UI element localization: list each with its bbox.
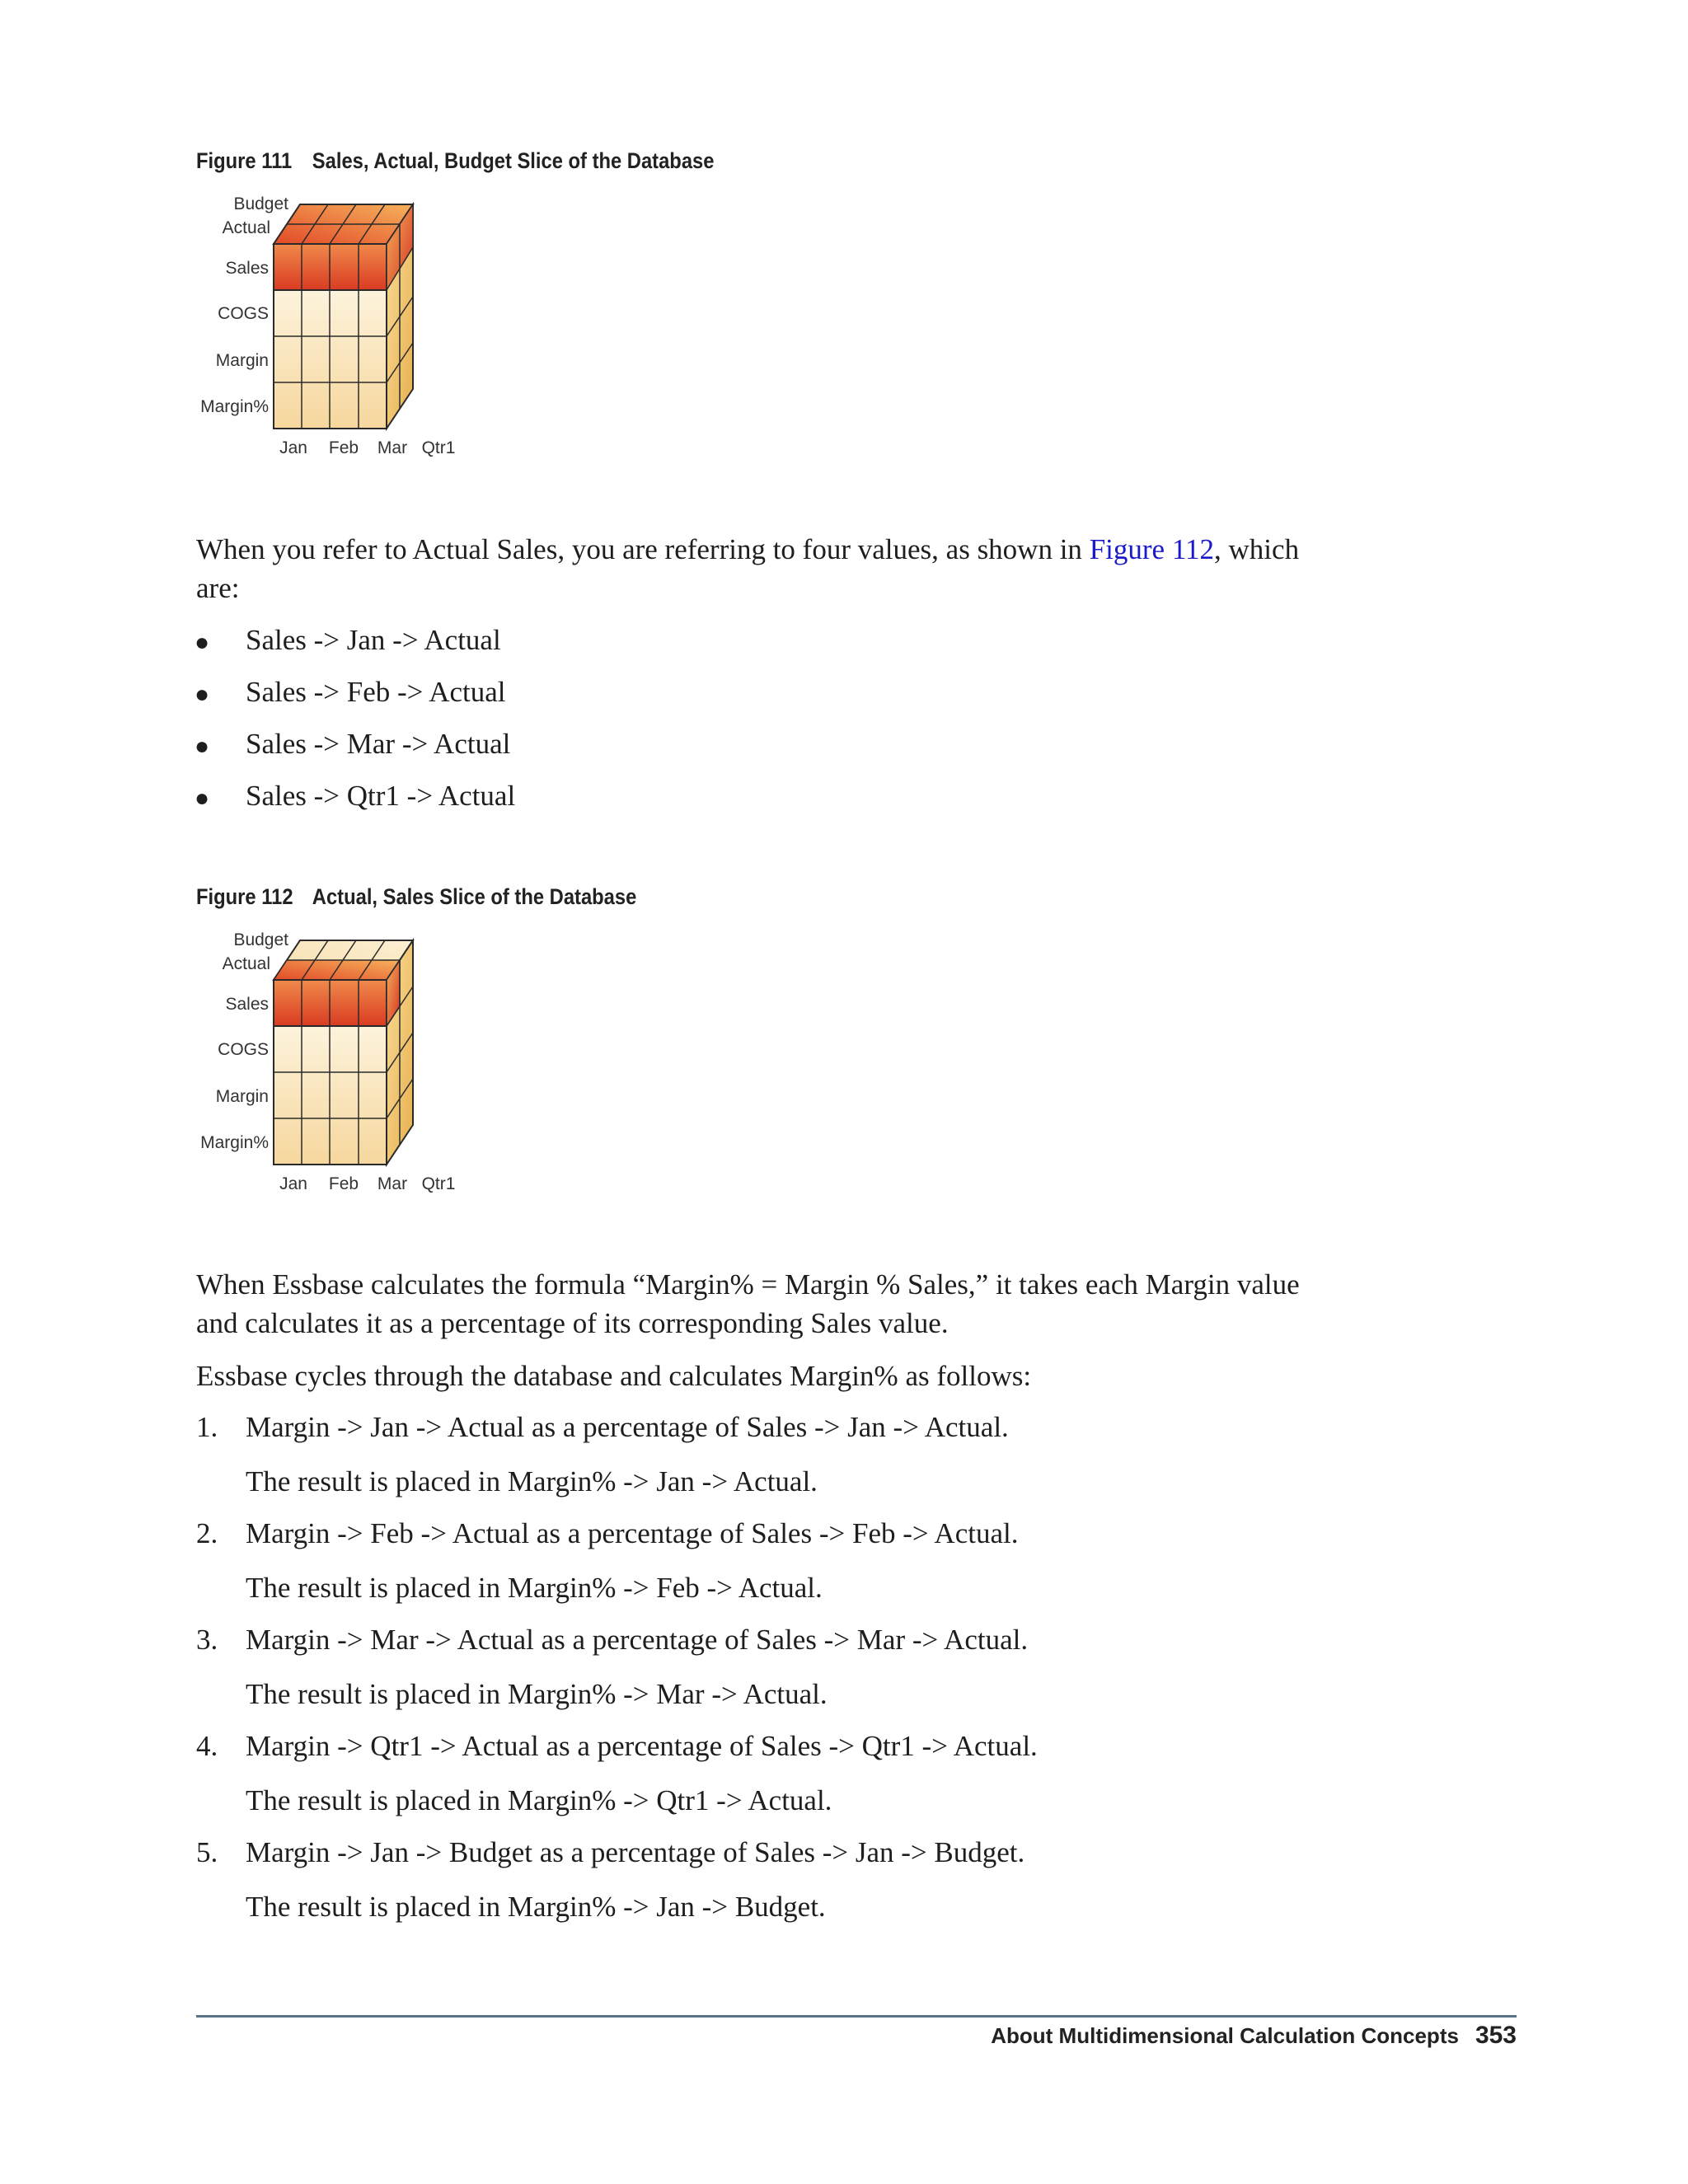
step-number: 1. bbox=[196, 1411, 218, 1443]
figure-caption-111 bbox=[196, 148, 714, 174]
figure-caption-112 bbox=[196, 884, 636, 910]
step-number: 4. bbox=[196, 1730, 218, 1762]
step-result: The result is placed in Margin% -> Jan -> Budget. bbox=[246, 1891, 826, 1923]
row-labels bbox=[200, 259, 269, 416]
layer-label: Budget bbox=[233, 930, 288, 949]
row-labels bbox=[200, 995, 269, 1152]
row-label: Margin% bbox=[200, 397, 269, 416]
column-label: Feb bbox=[328, 1174, 359, 1193]
step-number: 5. bbox=[196, 1836, 218, 1868]
step-text: Margin -> Feb -> Actual as a percentage of Sales -> Feb -> Actual. bbox=[246, 1517, 1019, 1549]
bullet-icon: ● bbox=[195, 785, 210, 812]
bullet-icon: ● bbox=[195, 629, 210, 656]
layer-label: Budget bbox=[233, 194, 288, 213]
page-number: 353 bbox=[1475, 2022, 1517, 2049]
step-result: The result is placed in Margin% -> Feb -> Actual. bbox=[246, 1572, 823, 1604]
column-label: Qtr1 bbox=[421, 1174, 456, 1193]
bullet-item: Sales -> Feb -> Actual bbox=[246, 676, 506, 708]
row-label: Sales bbox=[225, 995, 269, 1014]
row-label: COGS bbox=[218, 1040, 269, 1059]
bullet-item: Sales -> Mar -> Actual bbox=[246, 728, 511, 760]
step-number: 2. bbox=[196, 1517, 218, 1549]
cube-diagram bbox=[195, 194, 524, 466]
cube-diagram bbox=[195, 930, 524, 1202]
column-label: Qtr1 bbox=[421, 438, 456, 457]
layer-label: Actual bbox=[222, 954, 270, 973]
row-label: COGS bbox=[218, 304, 269, 323]
column-label: Jan bbox=[279, 1174, 307, 1193]
figure-112-cube bbox=[195, 930, 524, 1207]
step-result: The result is placed in Margin% -> Jan -> Actual. bbox=[246, 1465, 818, 1497]
step-text: Margin -> Mar -> Actual as a percentage of Sales -> Mar -> Actual. bbox=[246, 1624, 1029, 1656]
step-text: Margin -> Jan -> Actual as a percentage of Sales -> Jan -> Actual. bbox=[246, 1411, 1009, 1443]
footer-rule bbox=[196, 2015, 1517, 2018]
column-label: Mar bbox=[377, 438, 408, 457]
side-face bbox=[387, 204, 413, 429]
intro-text-line2: are: bbox=[196, 572, 240, 604]
front-face bbox=[274, 244, 387, 429]
column-labels bbox=[279, 438, 455, 457]
figure-111-cube bbox=[195, 194, 524, 471]
figure-title: Actual, Sales Slice of the Database bbox=[312, 884, 637, 909]
paragraph-line: When Essbase calculates the formula “Margin% = Margin % Sales,” it takes each Margin value bbox=[196, 1268, 1300, 1301]
layer-label: Actual bbox=[222, 218, 270, 237]
cycle-paragraph: Essbase cycles through the database and calculates Margin% as follows: bbox=[196, 1360, 1032, 1392]
figure-title: Sales, Actual, Budget Slice of the Database bbox=[312, 148, 715, 173]
step-text: Margin -> Qtr1 -> Actual as a percentage of Sales -> Qtr1 -> Actual. bbox=[246, 1730, 1038, 1762]
row-label: Margin bbox=[215, 351, 269, 370]
footer-section-title: About Multidimensional Calculation Concepts bbox=[991, 2023, 1459, 2048]
column-label: Feb bbox=[328, 438, 359, 457]
layer-labels bbox=[223, 194, 289, 237]
step-text: Margin -> Jan -> Budget as a percentage of Sales -> Jan -> Budget. bbox=[246, 1836, 1025, 1868]
column-labels bbox=[279, 1174, 455, 1193]
front-face bbox=[274, 980, 387, 1165]
bullet-item: Sales -> Jan -> Actual bbox=[246, 624, 501, 656]
step-result: The result is placed in Margin% -> Qtr1 -> Actual. bbox=[246, 1784, 832, 1816]
figure-number: Figure 111 bbox=[196, 148, 293, 173]
figure-number: Figure 112 bbox=[196, 884, 293, 909]
row-label: Sales bbox=[225, 259, 269, 278]
bullet-icon: ● bbox=[195, 681, 210, 708]
figure-112-link[interactable]: Figure 112 bbox=[1089, 533, 1215, 565]
side-face bbox=[387, 940, 413, 1165]
row-label: Margin% bbox=[200, 1133, 269, 1152]
column-label: Jan bbox=[279, 438, 307, 457]
bullet-icon: ● bbox=[195, 733, 210, 760]
row-label: Margin bbox=[215, 1087, 269, 1106]
formula-paragraph bbox=[196, 1265, 1367, 1343]
page-footer bbox=[991, 2022, 1517, 2050]
step-result: The result is placed in Margin% -> Mar -> Actual. bbox=[246, 1678, 828, 1710]
bullet-item: Sales -> Qtr1 -> Actual bbox=[246, 780, 516, 812]
intro-text: When you refer to Actual Sales, you are referring to four values, as shown in bbox=[196, 533, 1090, 565]
step-number: 3. bbox=[196, 1624, 218, 1656]
intro-paragraph bbox=[196, 530, 1367, 607]
layer-labels bbox=[223, 930, 289, 973]
paragraph-line: and calculates it as a percentage of its corresponding Sales value. bbox=[196, 1307, 949, 1339]
column-label: Mar bbox=[377, 1174, 408, 1193]
intro-text-end: , which bbox=[1214, 533, 1300, 565]
